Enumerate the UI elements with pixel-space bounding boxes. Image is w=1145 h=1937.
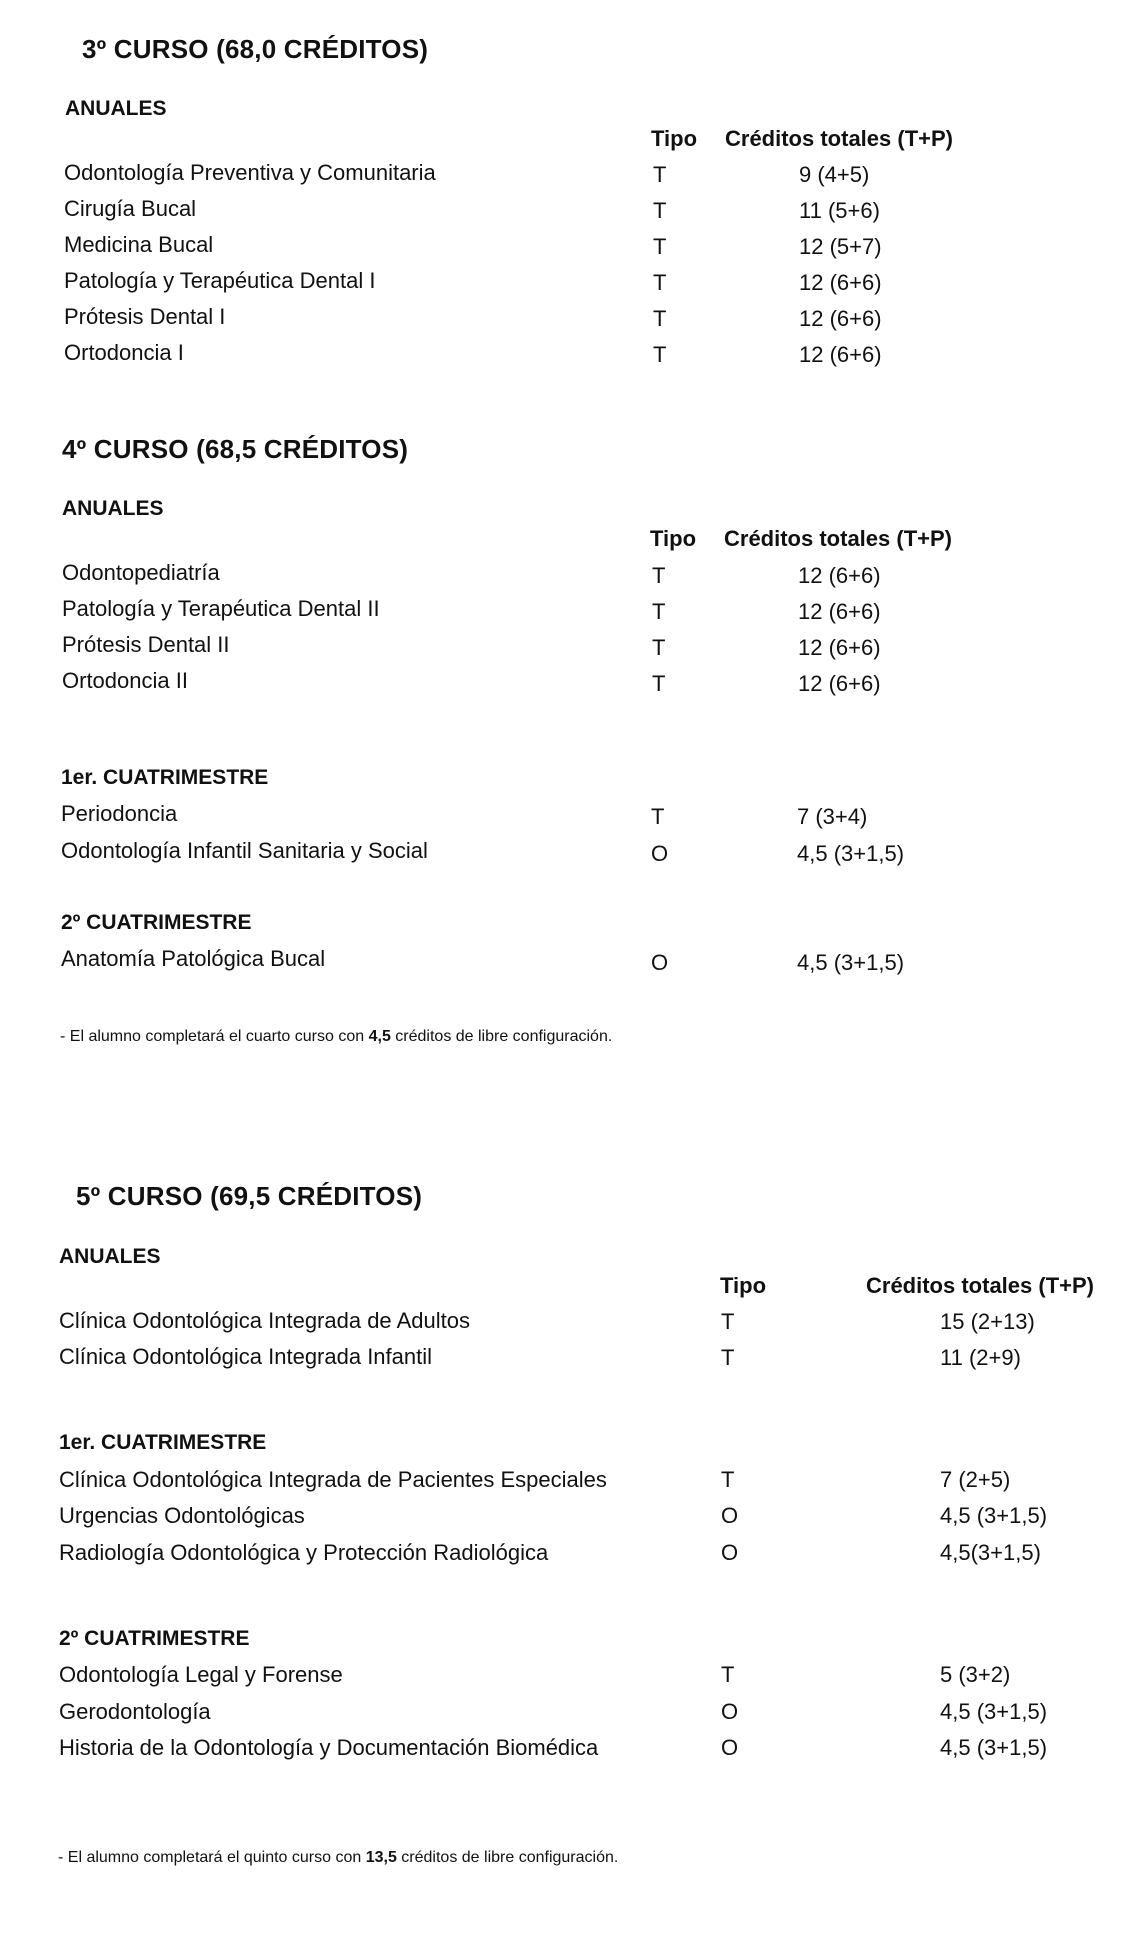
course5-note bbox=[58, 1849, 618, 1867]
course4-row-creditos: 12 (6+6) bbox=[798, 599, 881, 624]
course4-section-cuat2: 2º CUATRIMESTRE bbox=[61, 911, 252, 934]
course3-section-anuales: ANUALES bbox=[65, 97, 167, 120]
course3-row-creditos: 9 (4+5) bbox=[799, 162, 870, 187]
course5-cuat2-row-tipo: O bbox=[721, 1735, 739, 1760]
course4-cuat2-row-tipo: O bbox=[651, 950, 669, 975]
course4-row-creditos: 12 (6+6) bbox=[798, 635, 881, 660]
course5-cuat1-row-name: Radiología Odontológica y Protección Radiológica bbox=[59, 1540, 549, 1565]
course3-row-name: Prótesis Dental I bbox=[64, 304, 226, 329]
course5-cuat1-row-tipo: T bbox=[721, 1467, 735, 1492]
course4-col-tipo: Tipo bbox=[650, 526, 697, 551]
course5-cuat2-row-name: Odontología Legal y Forense bbox=[59, 1662, 343, 1687]
course4-cuat1-row-tipo: O bbox=[651, 841, 669, 866]
course5-row-creditos: 11 (2+9) bbox=[940, 1345, 1021, 1370]
course4-section-cuat1: 1er. CUATRIMESTRE bbox=[61, 766, 269, 789]
course3-row-creditos: 12 (6+6) bbox=[799, 270, 882, 295]
course4-note-suffix: créditos de libre configuración. bbox=[390, 1028, 613, 1045]
course5-cuat1-row-creditos: 4,5(3+1,5) bbox=[940, 1540, 1041, 1565]
course5-cuat2-row-name: Gerodontología bbox=[59, 1699, 211, 1724]
course3-row-creditos: 12 (6+6) bbox=[799, 306, 882, 331]
course4-row-name: Ortodoncia II bbox=[62, 668, 188, 693]
course4-note bbox=[60, 1028, 612, 1046]
course4-section-anuales: ANUALES bbox=[62, 497, 164, 520]
course4-cuat1-row-creditos: 7 (3+4) bbox=[797, 804, 868, 829]
course3-row-name: Patología y Terapéutica Dental I bbox=[64, 268, 376, 293]
course3-row-tipo: T bbox=[653, 270, 667, 295]
course4-col-creditos: Créditos totales (T+P) bbox=[724, 526, 952, 551]
course5-section-anuales: ANUALES bbox=[59, 1245, 161, 1268]
course4-row-name: Patología y Terapéutica Dental II bbox=[62, 596, 380, 621]
course5-cuat1-row-tipo: O bbox=[721, 1503, 739, 1528]
course5-col-creditos: Créditos totales (T+P) bbox=[866, 1273, 1094, 1298]
course4-row-tipo: T bbox=[652, 671, 666, 696]
course5-section-cuat2: 2º CUATRIMESTRE bbox=[59, 1627, 250, 1650]
course5-note-suffix: créditos de libre configuración. bbox=[396, 1849, 619, 1866]
course3-row-creditos: 11 (5+6) bbox=[799, 198, 880, 223]
course4-row-name: Prótesis Dental II bbox=[62, 632, 230, 657]
course4-row-name: Odontopediatría bbox=[62, 560, 220, 585]
course5-section-cuat1: 1er. CUATRIMESTRE bbox=[59, 1431, 267, 1454]
course5-row-tipo: T bbox=[721, 1309, 735, 1334]
course5-cuat2-row-creditos: 5 (3+2) bbox=[940, 1662, 1011, 1687]
course5-cuat1-row-creditos: 7 (2+5) bbox=[940, 1467, 1011, 1492]
course5-cuat1-row-name: Urgencias Odontológicas bbox=[59, 1503, 305, 1528]
course4-cuat2-row-creditos: 4,5 (3+1,5) bbox=[797, 950, 905, 975]
course3-title: 3º CURSO (68,0 CRÉDITOS) bbox=[82, 34, 429, 64]
course5-cuat1-row-tipo: O bbox=[721, 1540, 739, 1565]
course5-title: 5º CURSO (69,5 CRÉDITOS) bbox=[76, 1181, 423, 1211]
course5-col-tipo: Tipo bbox=[720, 1273, 767, 1298]
course3-row-creditos: 12 (5+7) bbox=[799, 234, 882, 259]
course4-title: 4º CURSO (68,5 CRÉDITOS) bbox=[62, 434, 409, 464]
course5-row-tipo: T bbox=[721, 1345, 735, 1370]
course5-cuat1-row-creditos: 4,5 (3+1,5) bbox=[940, 1503, 1048, 1528]
course4-row-creditos: 12 (6+6) bbox=[798, 671, 881, 696]
course3-row-name: Ortodoncia I bbox=[64, 340, 184, 365]
course5-note-credits: 13,5 bbox=[365, 1849, 397, 1866]
course5-cuat2-row-creditos: 4,5 (3+1,5) bbox=[940, 1699, 1048, 1724]
course5-cuat1-row-name: Clínica Odontológica Integrada de Pacientes Especiales bbox=[59, 1467, 607, 1492]
course3-row-creditos: 12 (6+6) bbox=[799, 342, 882, 367]
course4-note-prefix: - El alumno completará el cuarto curso con bbox=[60, 1028, 369, 1045]
course3-row-name: Cirugía Bucal bbox=[64, 196, 197, 221]
course3-col-tipo: Tipo bbox=[651, 126, 698, 151]
course5-cuat2-row-tipo: O bbox=[721, 1699, 739, 1724]
course3-row-tipo: T bbox=[653, 342, 667, 367]
course3-row-tipo: T bbox=[653, 198, 667, 223]
course5-row-name: Clínica Odontológica Integrada de Adultos bbox=[59, 1308, 470, 1333]
course3-row-tipo: T bbox=[653, 162, 667, 187]
course4-note-credits: 4,5 bbox=[368, 1028, 391, 1045]
course4-cuat1-row-creditos: 4,5 (3+1,5) bbox=[797, 841, 905, 866]
course5-cuat2-row-tipo: T bbox=[721, 1662, 735, 1687]
course5-cuat2-row-name: Historia de la Odontología y Documentación Biomédica bbox=[59, 1735, 599, 1760]
course4-cuat1-row-tipo: T bbox=[651, 804, 665, 829]
course4-row-tipo: T bbox=[652, 635, 666, 660]
course3-row-tipo: T bbox=[653, 306, 667, 331]
course3-row-name: Odontología Preventiva y Comunitaria bbox=[64, 160, 436, 185]
course4-row-creditos: 12 (6+6) bbox=[798, 563, 881, 588]
course5-row-creditos: 15 (2+13) bbox=[940, 1309, 1035, 1334]
course4-cuat1-row-name: Periodoncia bbox=[61, 801, 178, 826]
course3-row-name: Medicina Bucal bbox=[64, 232, 214, 257]
course3-col-creditos: Créditos totales (T+P) bbox=[725, 126, 953, 151]
course4-cuat2-row-name: Anatomía Patológica Bucal bbox=[61, 946, 326, 971]
course5-cuat2-row-creditos: 4,5 (3+1,5) bbox=[940, 1735, 1048, 1760]
course5-note-prefix: - El alumno completará el quinto curso con bbox=[58, 1849, 366, 1866]
course4-row-tipo: T bbox=[652, 563, 666, 588]
course3-row-tipo: T bbox=[653, 234, 667, 259]
course4-row-tipo: T bbox=[652, 599, 666, 624]
course5-row-name: Clínica Odontológica Integrada Infantil bbox=[59, 1344, 433, 1369]
course4-cuat1-row-name: Odontología Infantil Sanitaria y Social bbox=[61, 838, 428, 863]
